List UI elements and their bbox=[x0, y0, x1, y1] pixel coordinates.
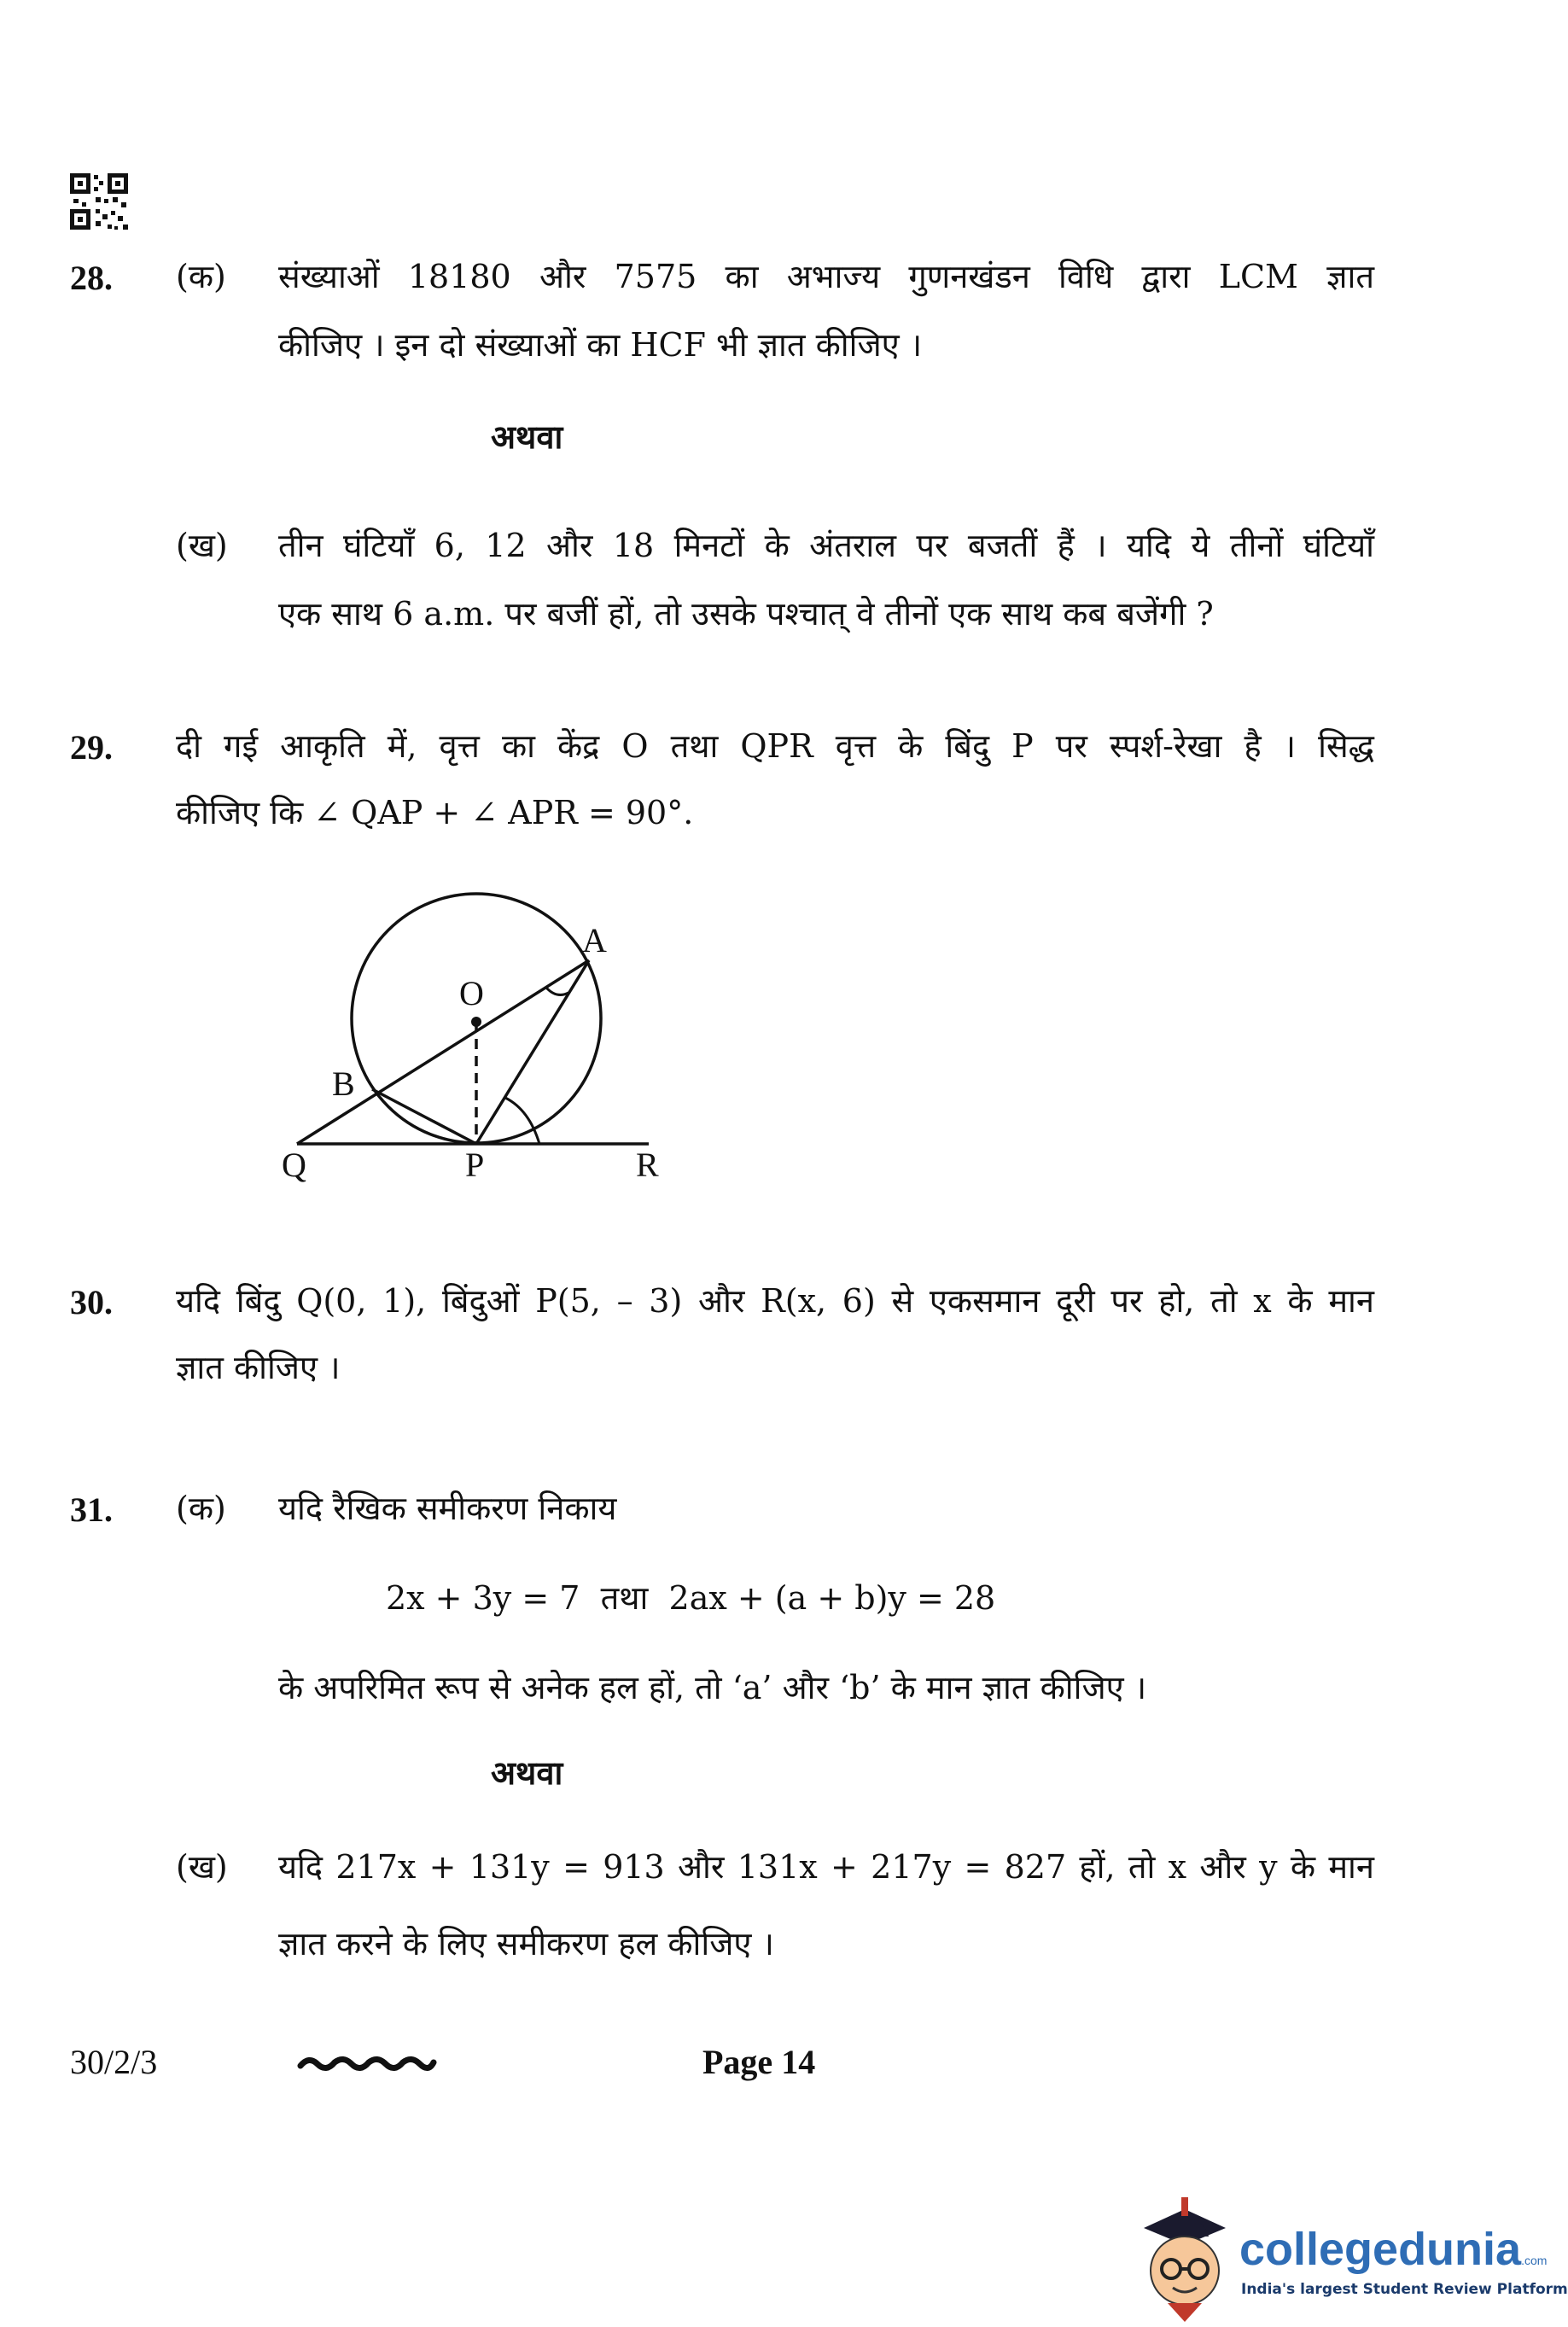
q29-line2: कीजिए कि ∠ QAP + ∠ APR = 90°. bbox=[176, 794, 694, 831]
label-Q: Q bbox=[282, 1146, 306, 1184]
paper-code: 30/2/3 bbox=[70, 2043, 158, 2081]
q28-part-b-line1: तीन घंटियाँ 6, 12 और 18 मिनटों के अंतराल पर बजतीं हैं । यदि ये तीनों घंटियाँ bbox=[278, 527, 1374, 564]
q31-part-a-label: (क) bbox=[176, 1490, 226, 1527]
q31-part-a-line2: के अपरिमित रूप से अनेक हल हों, तो ‘a’ और ‘b’ के मान ज्ञात कीजिए । bbox=[278, 1669, 1147, 1706]
q29-line1: दी गई आकृति में, वृत्त का केंद्र O तथा QPR वृत्त के बिंदु P पर स्पर्श-रेखा है । सिद्ध bbox=[176, 727, 1374, 765]
question-number-31: 31. bbox=[70, 1490, 113, 1529]
q28-part-a-line2: कीजिए । इन दो संख्याओं का HCF भी ज्ञात कीजिए । bbox=[278, 326, 923, 364]
q31-or-separator: अथवा bbox=[491, 1753, 563, 1792]
q30-line2: ज्ञात कीजिए । bbox=[176, 1349, 341, 1386]
q31-part-b-line2: ज्ञात करने के लिए समीकरण हल कीजिए । bbox=[278, 1925, 774, 1962]
label-A: A bbox=[582, 921, 607, 959]
page-number: Page 14 bbox=[702, 2043, 816, 2081]
q28-part-b-line2: एक साथ 6 a.m. पर बजीं हों, तो उसके पश्चात् वे तीनों एक साथ कब बजेंगी ? bbox=[278, 595, 1214, 633]
q28-part-a-label: (क) bbox=[176, 258, 226, 295]
label-R: R bbox=[636, 1146, 659, 1184]
brand-suffix: .com bbox=[1521, 2254, 1548, 2267]
chord-BP bbox=[372, 1089, 476, 1144]
q28-or-separator: अथवा bbox=[491, 417, 563, 456]
q31-part-a-equation: 2x + 3y = 7 तथा 2ax + (a + b)y = 28 bbox=[386, 1579, 996, 1617]
label-O: O bbox=[459, 974, 484, 1012]
angle-arc-A bbox=[546, 988, 568, 994]
tilde-ornament-icon bbox=[297, 2054, 435, 2074]
question-number-29: 29. bbox=[70, 728, 113, 767]
brand-wordmark bbox=[1239, 2223, 1547, 2276]
q28-part-a-line1: संख्याओं 18180 और 7575 का अभाज्य गुणनखंडन विधि द्वारा LCM ज्ञात bbox=[278, 258, 1374, 295]
q30-line1: यदि बिंदु Q(0, 1), बिंदुओं P(5, – 3) और R(x, 6) से एकसमान दूरी पर हो, तो x के मान bbox=[176, 1282, 1374, 1320]
collegedunia-watermark bbox=[1127, 2185, 1568, 2322]
brand-name: collegedunia bbox=[1239, 2224, 1522, 2275]
label-P: P bbox=[465, 1146, 485, 1184]
center-point-O bbox=[471, 1017, 481, 1027]
question-number-28: 28. bbox=[70, 259, 113, 297]
label-B: B bbox=[332, 1064, 355, 1103]
brand-tagline: India's largest Student Review Platform bbox=[1241, 2281, 1568, 2298]
question-number-30: 30. bbox=[70, 1283, 113, 1321]
q28-part-b-label: (ख) bbox=[176, 527, 228, 564]
mascot-logo-icon bbox=[1127, 2194, 1238, 2322]
secant-line-QA bbox=[297, 960, 589, 1144]
chord-AP bbox=[476, 960, 589, 1144]
q31-part-a-line1: यदि रैखिक समीकरण निकाय bbox=[278, 1490, 617, 1527]
q31-part-b-label: (ख) bbox=[176, 1848, 228, 1886]
q31-part-b-line1: यदि 217x + 131y = 913 और 131x + 217y = 827 हों, तो x और y के मान bbox=[278, 1848, 1374, 1886]
